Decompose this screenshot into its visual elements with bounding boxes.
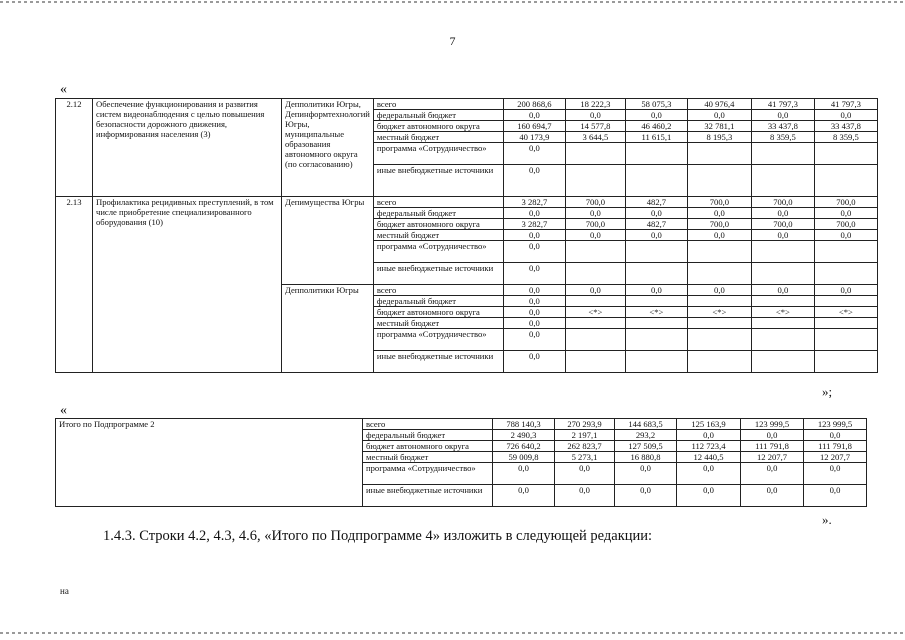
funding-source: бюджет автономного округа [373, 307, 503, 318]
value-cell: 0,0 [503, 230, 565, 241]
value-cell: 123 999,5 [804, 419, 867, 430]
value-cell: 700,0 [751, 219, 814, 230]
value-cell: 482,7 [625, 219, 687, 230]
funding-source: всего [373, 285, 503, 296]
funding-source: программа «Сотрудничество» [373, 241, 503, 263]
value-cell: 0,0 [677, 463, 741, 485]
footnote-mark: на [60, 586, 69, 596]
value-cell [687, 351, 751, 373]
value-cell: 8 359,5 [814, 132, 877, 143]
page-number: 7 [449, 34, 456, 48]
value-cell: 700,0 [687, 197, 751, 208]
funding-source: всего [373, 99, 503, 110]
value-cell: 0,0 [503, 143, 565, 165]
value-cell: 40 173,9 [503, 132, 565, 143]
value-cell: 0,0 [804, 463, 867, 485]
value-cell: <*> [625, 307, 687, 318]
value-cell [625, 241, 687, 263]
scan-edge-bottom [0, 632, 905, 634]
row-number: 2.12 [56, 99, 93, 197]
value-cell: 0,0 [503, 165, 565, 197]
value-cell [814, 318, 877, 329]
value-cell: 41 797,3 [814, 99, 877, 110]
value-cell: 0,0 [493, 463, 555, 485]
value-cell: 11 615,1 [625, 132, 687, 143]
value-cell [814, 263, 877, 285]
value-cell [687, 263, 751, 285]
value-cell: 482,7 [625, 197, 687, 208]
value-cell: <*> [687, 307, 751, 318]
funding-source: иные внебюджетные источники [373, 351, 503, 373]
measure-name: Профилактика рецидивных преступлений, в том числе приобретение специализированного оборудования (10) [93, 197, 282, 373]
value-cell: 0,0 [565, 285, 625, 296]
value-cell [814, 351, 877, 373]
value-cell: 58 075,3 [625, 99, 687, 110]
closing-quote-period: ». [822, 512, 832, 527]
value-cell [751, 263, 814, 285]
value-cell: 0,0 [565, 230, 625, 241]
measures-table [55, 98, 878, 373]
value-cell: 127 509,5 [615, 441, 677, 452]
funding-source: федеральный бюджет [373, 296, 503, 307]
value-cell: 0,0 [814, 208, 877, 219]
value-cell: 0,0 [503, 208, 565, 219]
value-cell: 12 207,7 [804, 452, 867, 463]
value-cell [565, 143, 625, 165]
funding-source: местный бюджет [373, 132, 503, 143]
value-cell: 0,0 [503, 263, 565, 285]
value-cell [814, 241, 877, 263]
value-cell: 0,0 [615, 485, 677, 507]
executor: Депполитики Югры, Депинформтехнологий Югры, муниципальные образования автономного округа (по согласованию) [282, 99, 374, 197]
value-cell: 726 640,2 [493, 441, 555, 452]
funding-source: бюджет автономного округа [373, 121, 503, 132]
executor: Депимущества Югры [282, 197, 374, 285]
value-cell: <*> [565, 307, 625, 318]
value-cell [751, 165, 814, 197]
value-cell: 0,0 [687, 110, 751, 121]
funding-source: федеральный бюджет [363, 430, 493, 441]
value-cell: 0,0 [751, 208, 814, 219]
value-cell: 0,0 [741, 430, 804, 441]
value-cell: <*> [751, 307, 814, 318]
value-cell [625, 329, 687, 351]
executor: Депполитики Югры [282, 285, 374, 373]
funding-source: федеральный бюджет [373, 208, 503, 219]
value-cell: 0,0 [751, 110, 814, 121]
value-cell [565, 351, 625, 373]
funding-source: местный бюджет [363, 452, 493, 463]
value-cell: 0,0 [503, 307, 565, 318]
table-row [56, 419, 867, 430]
value-cell [814, 296, 877, 307]
value-cell: 12 207,7 [741, 452, 804, 463]
value-cell: 16 880,8 [615, 452, 677, 463]
value-cell: 0,0 [493, 485, 555, 507]
value-cell: 59 009,8 [493, 452, 555, 463]
value-cell [625, 165, 687, 197]
value-cell [625, 351, 687, 373]
value-cell: 3 282,7 [503, 197, 565, 208]
value-cell: 32 781,1 [687, 121, 751, 132]
funding-source: иные внебюджетные источники [373, 165, 503, 197]
value-cell: 8 359,5 [751, 132, 814, 143]
value-cell: 33 437,8 [751, 121, 814, 132]
value-cell: 0,0 [751, 230, 814, 241]
value-cell: 0,0 [555, 485, 615, 507]
row-number: 2.13 [56, 197, 93, 373]
value-cell: <*> [814, 307, 877, 318]
value-cell: 700,0 [565, 219, 625, 230]
subprogram-total-table [55, 418, 867, 507]
total-title: Итого по Подпрограмме 2 [56, 419, 363, 507]
value-cell: 0,0 [814, 110, 877, 121]
value-cell: 0,0 [503, 296, 565, 307]
value-cell [687, 318, 751, 329]
value-cell [751, 296, 814, 307]
value-cell [751, 143, 814, 165]
value-cell: 0,0 [503, 110, 565, 121]
value-cell: 111 791,8 [741, 441, 804, 452]
value-cell: 700,0 [687, 219, 751, 230]
value-cell: 0,0 [677, 485, 741, 507]
closing-quote-semicolon: »; [822, 384, 833, 399]
value-cell: 0,0 [804, 430, 867, 441]
value-cell [565, 165, 625, 197]
value-cell: 112 723,4 [677, 441, 741, 452]
value-cell [751, 241, 814, 263]
value-cell: 0,0 [687, 230, 751, 241]
value-cell: 0,0 [741, 485, 804, 507]
measure-name: Обеспечение функционирования и развития систем видеонаблюдения с целью повышения безопасности дорожного движения, информирования населения (3) [93, 99, 282, 197]
value-cell: 125 163,9 [677, 419, 741, 430]
value-cell: 0,0 [687, 285, 751, 296]
funding-source: местный бюджет [373, 318, 503, 329]
value-cell: 700,0 [751, 197, 814, 208]
value-cell: 0,0 [565, 110, 625, 121]
value-cell: 14 577,8 [565, 121, 625, 132]
value-cell: 40 976,4 [687, 99, 751, 110]
funding-source: всего [373, 197, 503, 208]
funding-source: федеральный бюджет [373, 110, 503, 121]
value-cell: 0,0 [625, 230, 687, 241]
value-cell [625, 143, 687, 165]
value-cell: 0,0 [615, 463, 677, 485]
value-cell [814, 329, 877, 351]
value-cell: 18 222,3 [565, 99, 625, 110]
value-cell: 0,0 [687, 208, 751, 219]
value-cell: 0,0 [741, 463, 804, 485]
funding-source: всего [363, 419, 493, 430]
value-cell [565, 329, 625, 351]
value-cell: 8 195,3 [687, 132, 751, 143]
value-cell: 123 999,5 [741, 419, 804, 430]
value-cell: 0,0 [625, 208, 687, 219]
value-cell: 700,0 [814, 197, 877, 208]
value-cell: 3 644,5 [565, 132, 625, 143]
funding-source: бюджет автономного округа [363, 441, 493, 452]
value-cell: 0,0 [677, 430, 741, 441]
value-cell [565, 318, 625, 329]
value-cell: 788 140,3 [493, 419, 555, 430]
value-cell [751, 351, 814, 373]
value-cell: 46 460,2 [625, 121, 687, 132]
opening-quote-2: « [60, 403, 67, 418]
funding-source: программа «Сотрудничество» [373, 329, 503, 351]
funding-source: бюджет автономного округа [373, 219, 503, 230]
funding-source: иные внебюджетные источники [373, 263, 503, 285]
value-cell [565, 296, 625, 307]
table-row [56, 99, 878, 110]
value-cell: 700,0 [814, 219, 877, 230]
value-cell: 144 683,5 [615, 419, 677, 430]
value-cell: 0,0 [804, 485, 867, 507]
funding-source: иные внебюджетные источники [363, 485, 493, 507]
value-cell: 0,0 [814, 285, 877, 296]
value-cell: 0,0 [814, 230, 877, 241]
value-cell [687, 329, 751, 351]
value-cell: 0,0 [503, 241, 565, 263]
value-cell: 700,0 [565, 197, 625, 208]
value-cell [814, 143, 877, 165]
amendment-instruction: 1.4.3. Строки 4.2, 4.3, 4.6, «Итого по Подпрограмме 4» изложить в следующей редакции: [103, 528, 653, 544]
value-cell [687, 143, 751, 165]
value-cell: 12 440,5 [677, 452, 741, 463]
value-cell: 0,0 [555, 463, 615, 485]
opening-quote: « [60, 82, 67, 97]
value-cell [751, 318, 814, 329]
value-cell: 0,0 [625, 285, 687, 296]
value-cell [814, 165, 877, 197]
value-cell: 0,0 [503, 285, 565, 296]
value-cell: 33 437,8 [814, 121, 877, 132]
value-cell [687, 296, 751, 307]
value-cell: 5 273,1 [555, 452, 615, 463]
value-cell: 2 490,3 [493, 430, 555, 441]
value-cell: 41 797,3 [751, 99, 814, 110]
value-cell: 0,0 [565, 208, 625, 219]
value-cell: 200 868,6 [503, 99, 565, 110]
value-cell: 0,0 [503, 329, 565, 351]
value-cell: 111 791,8 [804, 441, 867, 452]
value-cell: 0,0 [503, 318, 565, 329]
value-cell: 270 293,9 [555, 419, 615, 430]
scan-edge-top [0, 1, 905, 3]
value-cell: 160 694,7 [503, 121, 565, 132]
value-cell: 2 197,1 [555, 430, 615, 441]
value-cell [625, 318, 687, 329]
value-cell: 0,0 [625, 110, 687, 121]
value-cell: 0,0 [751, 285, 814, 296]
value-cell [565, 241, 625, 263]
funding-source: программа «Сотрудничество» [363, 463, 493, 485]
value-cell [751, 329, 814, 351]
value-cell [565, 263, 625, 285]
value-cell: 293,2 [615, 430, 677, 441]
value-cell [687, 165, 751, 197]
value-cell: 3 282,7 [503, 219, 565, 230]
funding-source: программа «Сотрудничество» [373, 143, 503, 165]
value-cell [625, 296, 687, 307]
value-cell [687, 241, 751, 263]
table-row [56, 197, 878, 208]
value-cell: 0,0 [503, 351, 565, 373]
funding-source: местный бюджет [373, 230, 503, 241]
value-cell [625, 263, 687, 285]
value-cell: 262 823,7 [555, 441, 615, 452]
